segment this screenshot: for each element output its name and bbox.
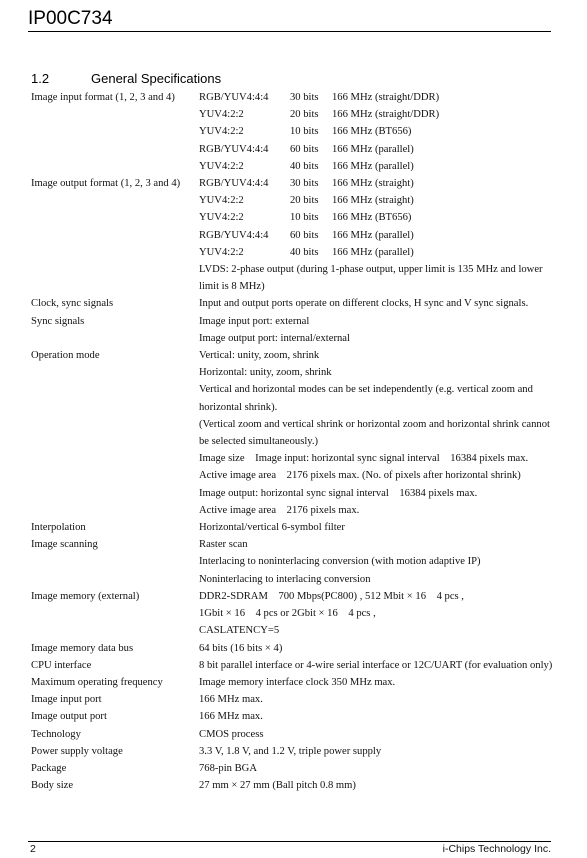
footer-rule bbox=[28, 841, 551, 842]
spec-value-line: Image size Image input: horizontal sync signal interval 16384 pixels max. bbox=[199, 453, 529, 465]
spec-value bbox=[199, 640, 554, 657]
spec-value-line: Image input port: external bbox=[199, 315, 310, 327]
format-bits: 60 bits bbox=[290, 229, 319, 241]
spec-label: Image input port bbox=[31, 694, 102, 706]
spec-value bbox=[199, 760, 554, 777]
format-bits: 40 bits bbox=[290, 160, 319, 172]
spec-table bbox=[31, 89, 554, 794]
format-name: YUV4:2:2 bbox=[199, 195, 244, 207]
spec-label: Sync signals bbox=[31, 315, 85, 327]
spec-value-line: Horizontal: unity, zoom, shrink bbox=[199, 367, 332, 379]
spec-value bbox=[199, 313, 554, 347]
spec-value-line: Image output: horizontal sync signal interval 16384 pixels max. bbox=[199, 487, 478, 499]
format-clock: 166 MHz (straight) bbox=[332, 195, 414, 207]
spec-value-line: 64 bits (16 bits × 4) bbox=[199, 642, 283, 654]
format-clock: 166 MHz (BT656) bbox=[332, 212, 412, 224]
format-line bbox=[199, 141, 554, 158]
spec-value-line: CMOS process bbox=[199, 728, 264, 740]
spec-value-line: Raster scan bbox=[199, 539, 248, 551]
format-line bbox=[199, 175, 554, 192]
header-rule bbox=[28, 31, 551, 32]
format-line bbox=[199, 106, 554, 123]
spec-value bbox=[199, 588, 554, 640]
format-bits: 10 bits bbox=[290, 212, 319, 224]
spec-value-line: Image output port: internal/external bbox=[199, 332, 350, 344]
format-clock: 166 MHz (straight) bbox=[332, 178, 414, 190]
spec-row bbox=[31, 89, 554, 175]
spec-label: Power supply voltage bbox=[31, 745, 123, 757]
spec-value bbox=[199, 347, 554, 519]
spec-row bbox=[31, 726, 554, 743]
format-bits: 10 bits bbox=[290, 126, 319, 138]
spec-value bbox=[199, 708, 554, 725]
spec-value-line: Interlacing to noninterlacing conversion (with motion adaptive IP) bbox=[199, 556, 481, 568]
format-bits: 30 bits bbox=[290, 178, 319, 190]
spec-label: Maximum operating frequency bbox=[31, 676, 163, 688]
footer-page-number: 2 bbox=[30, 843, 36, 855]
spec-label: Image scanning bbox=[31, 539, 98, 551]
spec-label: Technology bbox=[31, 728, 81, 740]
format-line bbox=[199, 244, 554, 261]
spec-value-line: LVDS: 2-phase output (during 1-phase output, upper limit is 135 MHz and lower limit is 8 MHz) bbox=[199, 264, 546, 293]
format-clock: 166 MHz (parallel) bbox=[332, 246, 414, 258]
spec-value bbox=[199, 295, 554, 312]
spec-row bbox=[31, 691, 554, 708]
format-clock: 166 MHz (parallel) bbox=[332, 160, 414, 172]
spec-value bbox=[199, 89, 554, 175]
spec-value-line: Noninterlacing to interlacing conversion bbox=[199, 573, 371, 585]
format-name: YUV4:2:2 bbox=[199, 109, 244, 121]
spec-value-line: 1Gbit × 16 4 pcs or 2Gbit × 16 4 pcs , bbox=[199, 608, 376, 620]
spec-label: Interpolation bbox=[31, 522, 86, 534]
format-line bbox=[199, 192, 554, 209]
footer-company: i-Chips Technology Inc. bbox=[442, 843, 551, 855]
spec-label: Clock, sync signals bbox=[31, 298, 114, 310]
format-name: YUV4:2:2 bbox=[199, 212, 244, 224]
section-number: 1.2 bbox=[31, 71, 50, 86]
spec-row bbox=[31, 640, 554, 657]
format-bits: 40 bits bbox=[290, 246, 319, 258]
spec-value-line: Active image area 2176 pixels max. (No. of pixels after horizontal shrink) bbox=[199, 470, 521, 482]
spec-label: Image memory data bus bbox=[31, 642, 134, 654]
spec-value bbox=[199, 726, 554, 743]
spec-value-line: 27 mm × 27 mm (Ball pitch 0.8 mm) bbox=[199, 780, 356, 792]
format-name: RGB/YUV4:4:4 bbox=[199, 178, 269, 190]
spec-row bbox=[31, 519, 554, 536]
format-clock: 166 MHz (parallel) bbox=[332, 143, 414, 155]
spec-value-line: Active image area 2176 pixels max. bbox=[199, 504, 360, 516]
format-bits: 60 bits bbox=[290, 143, 319, 155]
format-name: RGB/YUV4:4:4 bbox=[199, 229, 269, 241]
spec-row bbox=[31, 674, 554, 691]
spec-label: Package bbox=[31, 762, 67, 774]
spec-label: Image input format (1, 2, 3 and 4) bbox=[31, 92, 175, 103]
format-line bbox=[199, 158, 554, 175]
section-heading bbox=[31, 71, 221, 86]
spec-row bbox=[31, 175, 554, 295]
spec-value-line: (Vertical zoom and vertical shrink or horizontal zoom and horizontal shrink cannot be selected simultaneously.) bbox=[199, 418, 553, 448]
spec-label: CPU interface bbox=[31, 659, 92, 671]
format-name: YUV4:2:2 bbox=[199, 160, 244, 172]
format-line bbox=[199, 123, 554, 140]
spec-label: Operation mode bbox=[31, 350, 100, 362]
spec-label: Image output port bbox=[31, 711, 107, 723]
section-title: General Specifications bbox=[91, 71, 222, 86]
spec-row bbox=[31, 347, 554, 519]
spec-value-line: 166 MHz max. bbox=[199, 711, 263, 723]
spec-row bbox=[31, 777, 554, 794]
format-bits: 20 bits bbox=[290, 195, 319, 207]
spec-value-line: Input and output ports operate on different clocks, H sync and V sync signals. bbox=[199, 298, 529, 310]
spec-row bbox=[31, 760, 554, 777]
spec-value bbox=[199, 674, 554, 691]
format-clock: 166 MHz (straight/DDR) bbox=[332, 109, 440, 121]
spec-label: Image output format (1, 2, 3 and 4) bbox=[31, 178, 181, 190]
spec-value-line: Horizontal/vertical 6-symbol filter bbox=[199, 522, 345, 534]
page-header-title: IP00C734 bbox=[28, 8, 113, 29]
spec-value-line: 768-pin BGA bbox=[199, 762, 257, 774]
format-line bbox=[199, 89, 554, 106]
format-name: RGB/YUV4:4:4 bbox=[199, 92, 269, 103]
spec-label: Image memory (external) bbox=[31, 590, 140, 602]
spec-row bbox=[31, 313, 554, 347]
format-clock: 166 MHz (straight/DDR) bbox=[332, 92, 440, 103]
spec-value bbox=[199, 175, 554, 295]
format-bits: 20 bits bbox=[290, 109, 319, 121]
spec-row bbox=[31, 657, 554, 674]
spec-value bbox=[199, 691, 554, 708]
format-line bbox=[199, 209, 554, 226]
spec-label: Body size bbox=[31, 780, 74, 792]
spec-value bbox=[199, 536, 554, 588]
spec-row bbox=[31, 536, 554, 588]
spec-value-line: Vertical: unity, zoom, shrink bbox=[199, 350, 320, 362]
format-name: YUV4:2:2 bbox=[199, 246, 244, 258]
spec-value-line: Image memory interface clock 350 MHz max. bbox=[199, 676, 396, 688]
spec-value bbox=[199, 743, 554, 760]
spec-row bbox=[31, 708, 554, 725]
format-bits: 30 bits bbox=[290, 92, 319, 103]
spec-value bbox=[199, 657, 554, 674]
spec-value-line: 3.3 V, 1.8 V, and 1.2 V, triple power supply bbox=[199, 745, 382, 757]
spec-row bbox=[31, 588, 554, 640]
spec-value-line: 166 MHz max. bbox=[199, 694, 263, 706]
format-name: RGB/YUV4:4:4 bbox=[199, 143, 269, 155]
spec-value-line: Vertical and horizontal modes can be set independently (e.g. vertical zoom and horizontal shrink). bbox=[199, 384, 536, 413]
format-line bbox=[199, 227, 554, 244]
spec-row bbox=[31, 743, 554, 760]
spec-value-line: CASLATENCY=5 bbox=[199, 625, 280, 637]
spec-value-line: DDR2-SDRAM 700 Mbps(PC800) , 512 Mbit × 16 4 pcs , bbox=[199, 590, 464, 602]
spec-value bbox=[199, 777, 554, 794]
spec-row bbox=[31, 295, 554, 312]
format-clock: 166 MHz (BT656) bbox=[332, 126, 412, 138]
spec-value-line: 8 bit parallel interface or 4-wire serial interface or 12C/UART (for evaluation only) bbox=[199, 659, 553, 671]
format-clock: 166 MHz (parallel) bbox=[332, 229, 414, 241]
format-name: YUV4:2:2 bbox=[199, 126, 244, 138]
spec-value bbox=[199, 519, 554, 536]
